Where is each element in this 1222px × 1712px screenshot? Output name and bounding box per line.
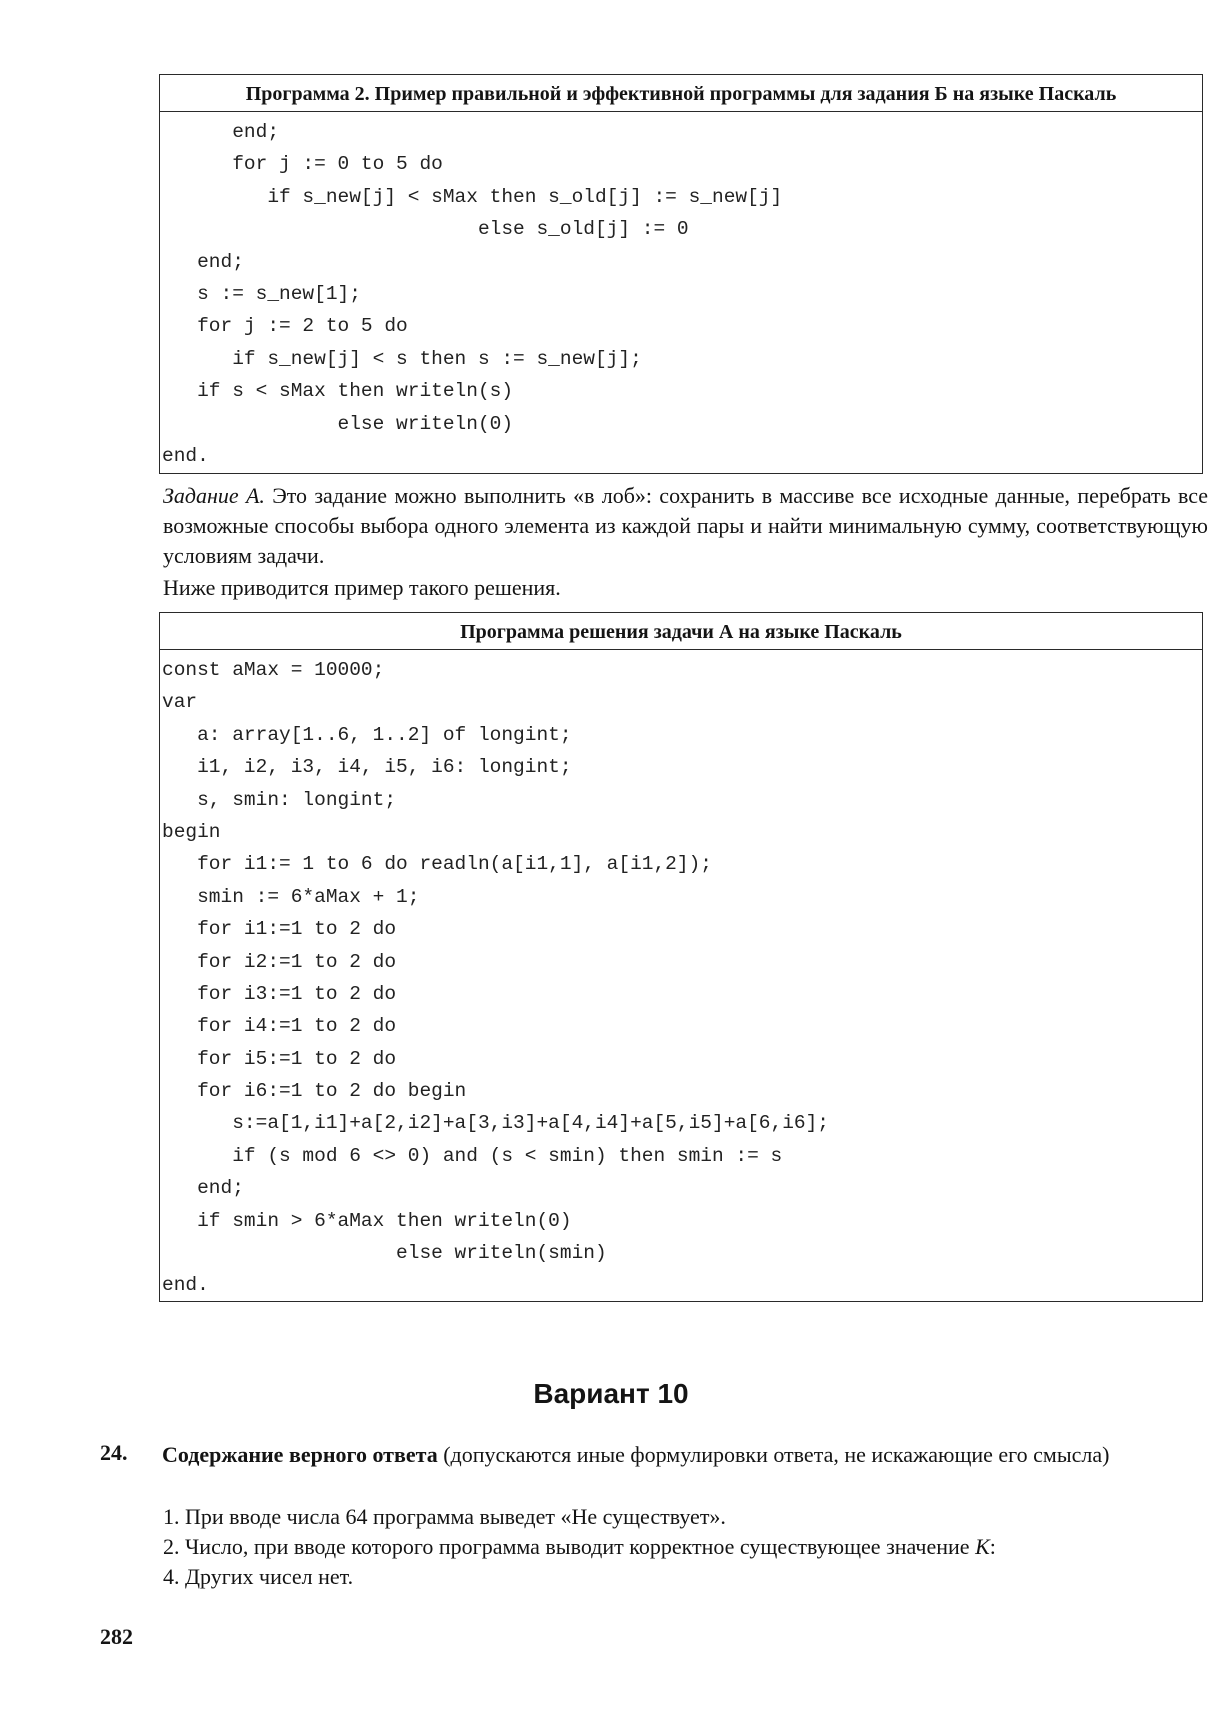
answer-item: 1. При вводе числа 64 программа выведет «Не существует». xyxy=(163,1504,726,1529)
answer-heading-rest: (допускаются иные формулировки ответа, не искажающие его смысла) xyxy=(443,1442,1110,1467)
answer-item xyxy=(163,1532,1213,1562)
code-line: for j := 2 to 5 do xyxy=(162,315,408,338)
code-line: for i1:= 1 to 6 do readln(a[i1,1], a[i1,2]); xyxy=(162,853,712,876)
task-a-label: Задание А. xyxy=(163,483,265,508)
program-a-title: Программа решения задачи А на языке Паскаль xyxy=(160,613,1202,650)
program-2-code xyxy=(160,112,1202,472)
code-line: if s_new[j] < s then s := s_new[j]; xyxy=(162,347,642,370)
program-a-box xyxy=(159,612,1203,1302)
code-line: for i5:=1 to 2 do xyxy=(162,1047,397,1070)
code-line: end. xyxy=(162,1274,209,1297)
code-line: for i1:=1 to 2 do xyxy=(162,918,397,941)
code-line: smin := 6*aMax + 1; xyxy=(162,885,420,908)
program-2-title: Программа 2. Пример правильной и эффективной программы для задания Б на языке Паскаль xyxy=(160,75,1202,112)
code-line: if smin > 6*aMax then writeln(0) xyxy=(162,1209,572,1232)
variant-title: Вариант 10 xyxy=(533,1378,689,1409)
answer-item: 4. Других чисел нет. xyxy=(163,1564,354,1589)
task-a-note: Ниже приводится пример такого решения. xyxy=(163,575,561,600)
code-line: for i6:=1 to 2 do begin xyxy=(162,1080,467,1103)
code-line: s, smin: longint; xyxy=(162,788,397,811)
program-2-box xyxy=(159,74,1203,474)
code-line: if s < sMax then writeln(s) xyxy=(162,380,514,403)
code-line: s := s_new[1]; xyxy=(162,282,361,305)
answer-list xyxy=(163,1502,1213,1592)
task-a-paragraph xyxy=(163,481,1208,571)
program-a-code xyxy=(160,650,1202,1302)
code-line: if s_new[j] < sMax then s_old[j] := s_new[j] xyxy=(162,185,783,208)
code-line: else writeln(smin) xyxy=(162,1242,607,1265)
code-line: for i2:=1 to 2 do xyxy=(162,950,397,973)
code-line: var xyxy=(162,691,198,714)
code-line: s:=a[1,i1]+a[2,i2]+a[3,i3]+a[4,i4]+a[5,i5]+a[6,i6]; xyxy=(162,1112,830,1135)
code-line: begin xyxy=(162,820,221,843)
code-line: end. xyxy=(162,444,209,467)
answer-heading xyxy=(162,1440,1207,1470)
code-line: if (s mod 6 <> 0) and (s < smin) then smin := s xyxy=(162,1144,783,1167)
answer-item-tail: : xyxy=(989,1534,996,1559)
code-line: else writeln(0) xyxy=(162,412,514,435)
code-line: const aMax = 10000; xyxy=(162,659,385,681)
code-line: end; xyxy=(162,250,244,273)
code-line: end; xyxy=(162,121,280,143)
code-line: for j := 0 to 5 do xyxy=(162,153,443,176)
task-a-text: Это задание можно выполнить «в лоб»: сохранить в массиве все исходные данные, перебрать все возможные способы выбора одного элемента из каждой пары и найти минимальную сумму, соответствующую условиям задачи. xyxy=(163,483,1208,568)
code-line: for i3:=1 to 2 do xyxy=(162,982,397,1005)
answer-heading-bold: Содержание верного ответа xyxy=(162,1442,438,1467)
answer-item-variable: K xyxy=(975,1534,990,1559)
question-number: 24. xyxy=(100,1440,128,1465)
code-line: else s_old[j] := 0 xyxy=(162,218,689,241)
code-line: end; xyxy=(162,1177,244,1200)
page-number: 282 xyxy=(100,1624,133,1649)
code-line: i1, i2, i3, i4, i5, i6: longint; xyxy=(162,756,572,779)
code-line: for i4:=1 to 2 do xyxy=(162,1015,397,1038)
answer-item-text: 2. Число, при вводе которого программа выводит корректное существующее значение xyxy=(163,1534,970,1559)
code-line: a: array[1..6, 1..2] of longint; xyxy=(162,723,572,746)
